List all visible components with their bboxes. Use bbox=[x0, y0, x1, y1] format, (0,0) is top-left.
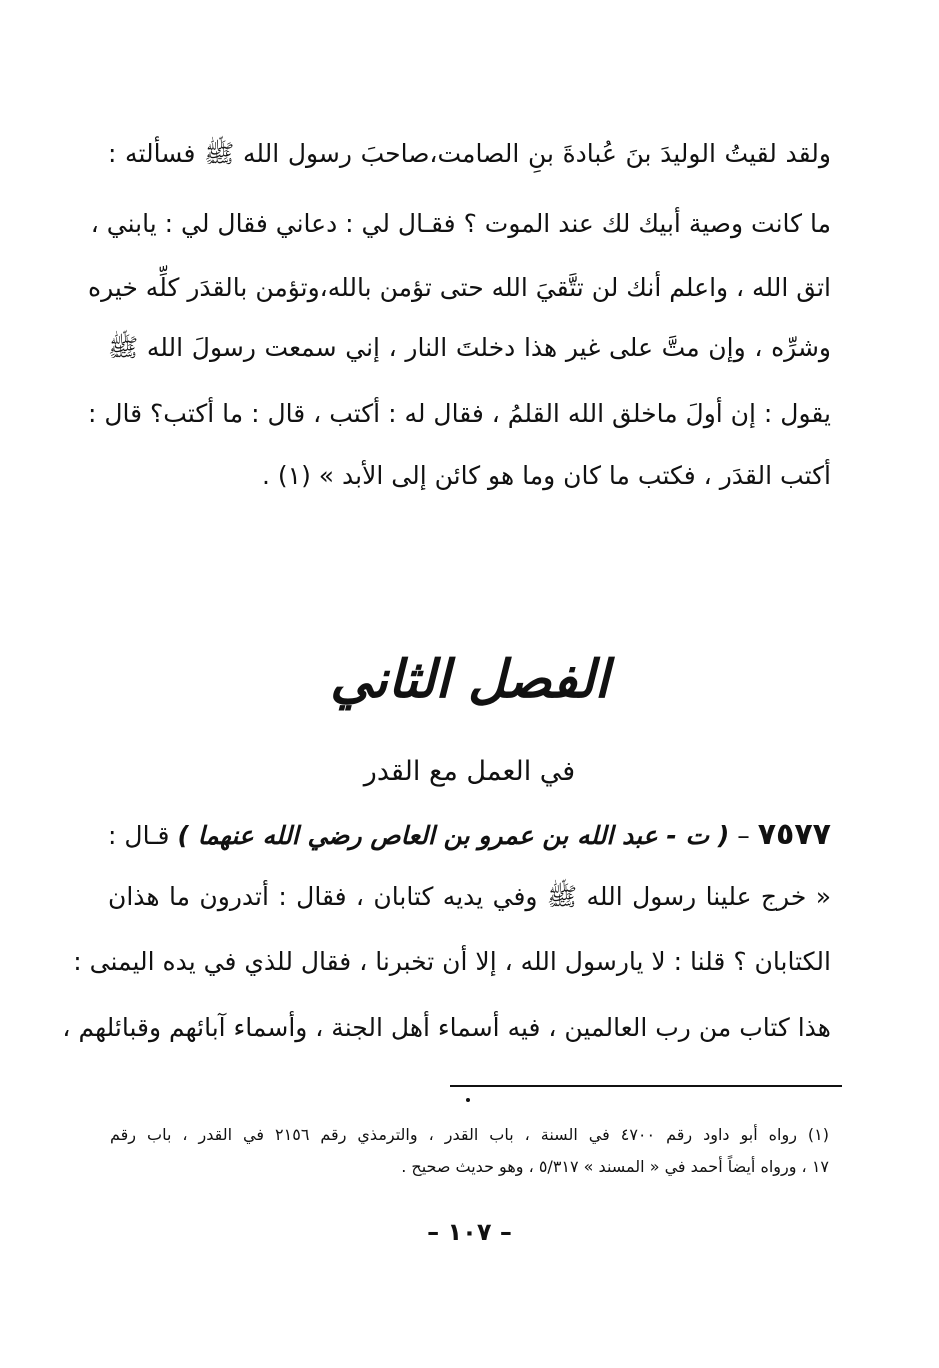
chapter-subtitle: في العمل مع القدر bbox=[363, 756, 576, 787]
hadith-reference: ( ت - عبد الله بن عمرو بن العاص رضي الله عنهما ) bbox=[177, 821, 730, 850]
paragraph-line: يقول : إن أولَ ماخلق الله القلمُ ، فقال له : أكتب ، قال : ما أكتب؟ قال : bbox=[87, 399, 831, 428]
footnote-divider bbox=[450, 1085, 842, 1087]
hadith-said: قـال : bbox=[108, 821, 178, 850]
paragraph-line: ما كانت وصية أبيك لك عند الموت ؟ فقـال لي : دعاني فقال لي : يابني ، bbox=[90, 209, 831, 238]
hadith-line: الكتابان ؟ قلنا : لا يارسول الله ، إلا أن تخبرنا ، فقال للذي في يده اليمنى : bbox=[73, 947, 831, 976]
hadith-header-line bbox=[108, 815, 831, 855]
hadith-dash: – bbox=[729, 821, 758, 850]
footnote-dot bbox=[466, 1098, 470, 1102]
paragraph-line: أكتب القدَر ، فكتب ما كان وما هو كائن إلى الأبد » (١) . bbox=[261, 461, 831, 490]
paragraph-line: اتق الله ، واعلم أنك لن تتَّقيَ الله حتى تؤمن بالله،وتؤمن بالقدَر كلِّه خيره bbox=[87, 273, 831, 302]
footnote-line: (١) رواه أبو داود رقم ٤٧٠٠ في السنة ، باب القدر ، والترمذي رقم ٢١٥٦ في القدر ، باب رقم bbox=[110, 1125, 830, 1144]
page-number: – ١٠٧ – bbox=[427, 1218, 512, 1246]
paragraph-line: وشرِّه ، وإن متَّ على غير هذا دخلتَ النار ، إني سمعت رسولَ الله ﷺ bbox=[108, 333, 831, 362]
footnote-line: ١٧ ، ورواه أيضاً أحمد في « المسند » ٥/٣١٧ ، وهو حديث صحيح . bbox=[401, 1157, 829, 1176]
paragraph-line: ولقد لقيتُ الوليدَ بنَ عُبادةَ بنِ الصامت،صاحبَ رسول الله ﷺ فسألته : bbox=[108, 139, 831, 168]
hadith-line: هذا كتاب من رب العالمين ، فيه أسماء أهل الجنة ، وأسماء آبائهم وقبائلهم ، bbox=[62, 1013, 831, 1042]
chapter-title: الفصل الثاني bbox=[330, 649, 609, 710]
hadith-number: ٧٥٧٧ bbox=[757, 817, 831, 852]
hadith-line: « خرج علينا رسول الله ﷺ وفي يديه كتابان ، فقال : أتدرون ما هذان bbox=[108, 882, 831, 911]
